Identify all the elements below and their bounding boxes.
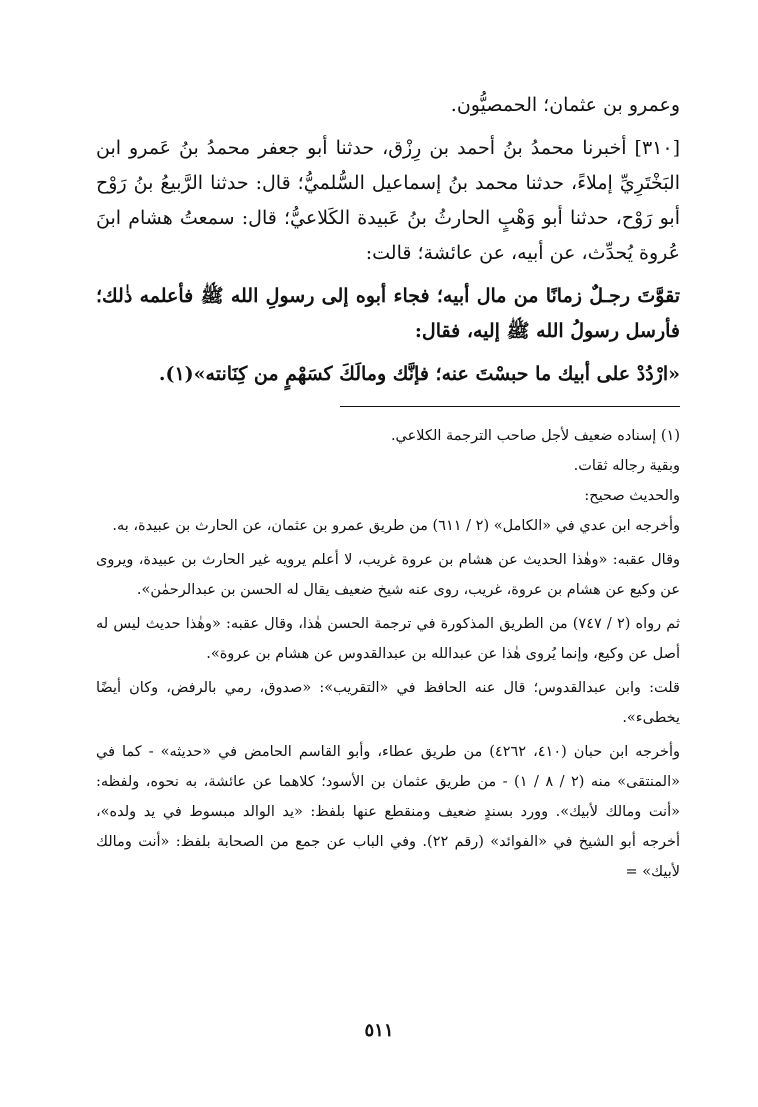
footnote-line: وأخرجه ابن حبان (٤١٠، ٤٢٦٢) من طريق عطاء، وأبو القاسم الحامض في «حديثه» - كما في «المنتقى» منه (٢ / ٨ / ١) - من طريق عثمان بن الأسود؛ كلاهما عن عائشة، به نحوه، ولفظه: «أنت ومالك لأبيك». وورد بسندٍ ضعيف ومنقطع عنها بلفظ: «يد الوالد مبسوط في يد ولده»، أخرجه أبو الشيخ في «الفوائد» (رقم ٢٢). وفي الباب عن جمع من الصحابة بلفظ: «أنت ومالك لأبيك» = <box>96 744 680 880</box>
page-number: ٥١١ <box>364 1020 394 1041</box>
footnote-line: وأخرجه ابن عدي في «الكامل» (٢ / ٦١١) من طريق عمرو بن عثمان، عن الحارث بن عبيدة، به. <box>112 518 680 534</box>
footnote-line: ثم رواه (٢ / ٧٤٧) من الطريق المذكورة في ترجمة الحسن هٰذا، وقال عقبه: «وهٰذا حديث ليس له أصل عن وكيع، وإنما يُروى هٰذا عن عبدالله بن عبدالقدوس عن هشام بن عروة». <box>96 616 680 662</box>
footnote-line: (١) إسناده ضعيف لأجل صاحب الترجمة الكلاعي. <box>390 428 680 444</box>
hadith-matn: تقوَّتَ رجـلٌ زمانًا من مال أبيه؛ فجاء أبوه إلى رسولِ الله ﷺ فأعلمه ذٰلك؛ فأرسل رسولُ الله ﷺ إليه، فقال: <box>96 285 680 342</box>
footnote-line: قلت: وابن عبدالقدوس؛ قال عنه الحافظ في «التقريب»: «صدوق، رمي بالرفض، وكان أيضًا يخطىء». <box>96 680 680 726</box>
footnote-line: والحديث صحيح: <box>584 488 680 504</box>
footnote-line: وبقية رجاله ثقات. <box>573 458 680 474</box>
footnote-separator-wrap <box>96 406 680 407</box>
main-line-1: وعمرو بن عثمان؛ الحمصيُّون. <box>450 94 680 116</box>
hadith-isnad: [٣١٠] أخبرنا محمدُ بنُ أحمد بن رِزْق، حدثنا أبو جعفر محمدُ بنُ عَمرو ابن البَخْتَرِيِّ إملاءً، حدثنا محمد بنُ إسماعيل السُّلميُّ؛ قال: حدثنا الرَّبيعُ بنُ رَوْح أبو رَوْح، حدثنا أبو وَهْبٍ الحارثُ بنُ عَبيدة الكَلاعيُّ؛ قال: سمعتُ هشام ابنَ عُروة يُحدِّث، عن أبيه، عن عائشة؛ قالت: <box>96 137 680 264</box>
footnote-line: وقال عقبه: «وهٰذا الحديث عن هشام بن عروة غريب، لا أعلم يرويه غير الحارث بن عبيدة، ويروى عن وكيع عن هشام بن عروة، غريب، روى عنه شيخ ضعيف يقال له الحسن بن عبدالرحمٰن». <box>96 552 680 598</box>
hadith-quote: «ارْدُدْ على أبيك ما حبسْتَ عنه؛ فإنَّك ومالَكَ كسَهْمٍ من كِنَانته»(١). <box>158 363 680 385</box>
footnotes <box>96 421 680 887</box>
footnote-separator <box>340 406 680 407</box>
main-text <box>96 88 680 392</box>
